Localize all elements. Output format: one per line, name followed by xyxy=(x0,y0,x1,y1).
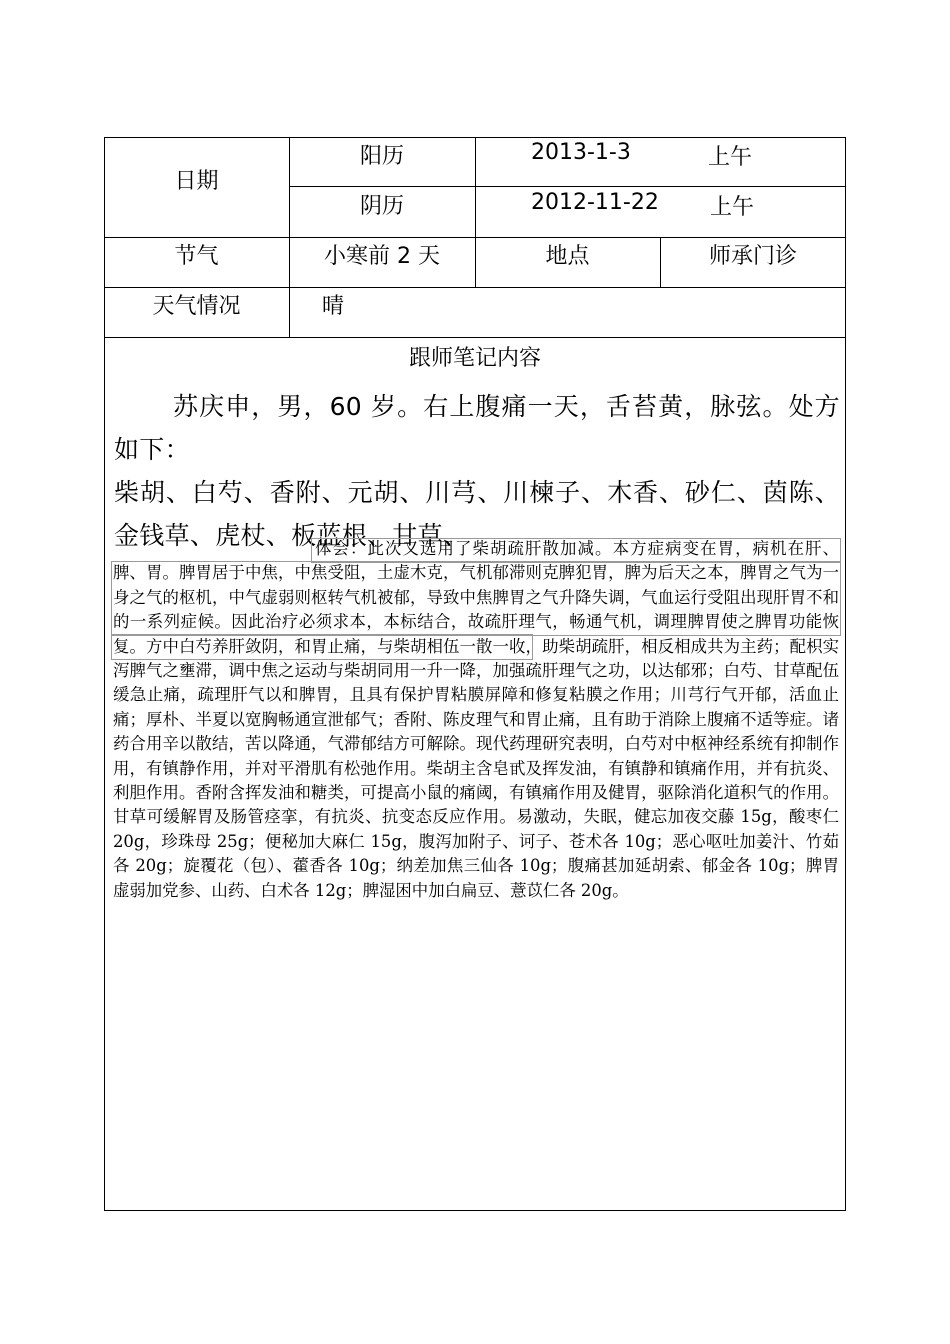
notes-title: 跟师笔记内容 xyxy=(408,346,541,371)
solar-date: 2013-1-3 xyxy=(531,140,631,165)
solar-term-value: 小寒前 2 天 xyxy=(324,243,440,269)
lunar-time: 上午 xyxy=(710,195,755,220)
prescription-list: 柴胡、白芍、香附、元胡、川芎、川楝子、木香、砂仁、茵陈、金钱草、虎杖、板蓝根、甘草、 xyxy=(114,478,840,550)
solar-time: 上午 xyxy=(708,145,753,170)
row-divider-weather-notes xyxy=(104,337,846,338)
solar-term-label: 节气 xyxy=(174,243,219,269)
reflection-text xyxy=(113,537,839,903)
date-label: 日期 xyxy=(174,168,219,194)
weather-label: 天气情况 xyxy=(152,293,241,319)
location-value: 师承门诊 xyxy=(708,243,797,269)
lunar-date: 2012-11-22 xyxy=(531,190,659,215)
solar-calendar-label: 阳历 xyxy=(359,143,404,169)
reflection-paragraph: 体会：此次又选用了柴胡疏肝散加减。本方症病变在胃，病机在肝、脾、胃。脾胃居于中焦，中焦受阻，土虚木克，气机郁滞则克脾犯胃，脾为后天之本，脾胃之气为一身之气的枢机，中气虚弱则枢转气机被郁，导致中焦脾胃之气升降失调，气血运行受阻出现肝胃不和的一系列症候。因此治疗必须求本，本标结合，故疏肝理气，畅通气机，调理脾胃使之脾胃功能恢复。方中白芍养肝敛阴，和胃止痛，与柴胡相伍一散一收，助柴胡疏肝，相反相成共为主药；配枳实泻脾气之壅滞，调中焦之运动与柴胡同用一升一降，加强疏肝理气之功，以达郁邪；白芍、甘草配伍缓急止痛，疏理肝气以和脾胃，且具有保护胃粘膜屏障和修复粘膜之作用；川芎行气开郁，活血止痛；厚朴、半夏以宽胸畅通宣泄郁气；香附、陈皮理气和胃止痛，且有助于消除上腹痛不适等症。诸药合用辛以散结，苦以降通，气滞郁结方可解除。现代药理研究表明，白芍对中枢神经系统有抑制作用，有镇静作用，并对平滑肌有松弛作用。柴胡主含皂甙及挥发油，有镇静和镇痛作用，并有抗炎、利胆作用。香附含挥发油和糖类，可提高小鼠的痛阈，有镇痛作用及健胃，驱除消化道积气的作用。甘草可缓解胃及肠管痉挛，有抗炎、抗变态反应作用。易激动，失眠，健忘加夜交藤 15g，酸枣仁 20g，珍珠母 25g；便秘加大麻仁 15g，腹泻加附子、诃子、苍术各 10g；恶心呕吐加姜汁、竹茹各 20g；旋覆花（包）、藿香各 10g；纳差加焦三仙各 10g；腹痛甚加延胡索、郁金各 10g；脾胃虚弱加党参、山药、白术各 12g；脾湿困中加白扁豆、薏苡仁各 20g。 xyxy=(113,539,839,900)
case-summary xyxy=(114,385,840,557)
location-label: 地点 xyxy=(545,243,590,269)
patient-line: 苏庆申，男，60 岁。右上腹痛一天，舌苔黄，脉弦。处方如下： xyxy=(114,392,840,464)
lunar-calendar-label: 阴历 xyxy=(359,193,404,219)
weather-value: 晴 xyxy=(322,293,345,319)
